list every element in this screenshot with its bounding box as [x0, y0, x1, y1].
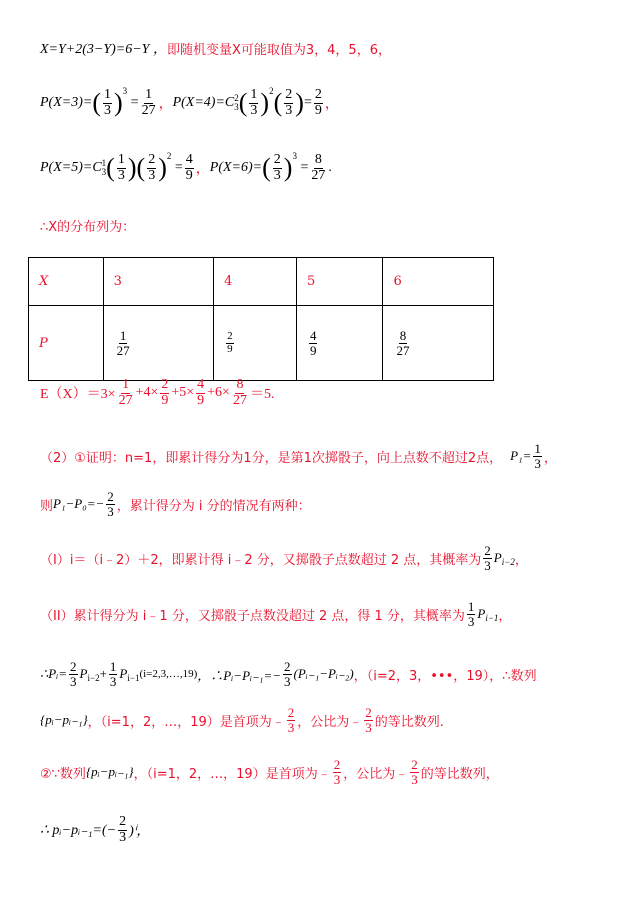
case-one-line: （I）i＝（i﹣2）＋2，即累计得 i﹣2 分，又掷骰子点数超过 2 点，其概率为 $\frac{2}{3}$ P i−2 ， — [40, 543, 528, 573]
table-row-x — [29, 258, 494, 306]
frac-2-9: $\frac{2}{9}$ — [314, 87, 322, 118]
x-values-text: 即随机变量X可能取值为3，4，5，6， — [166, 42, 391, 58]
table-cell: 3 — [103, 258, 213, 306]
table-cell: $\frac{8}{27}$ — [383, 306, 494, 381]
p5-lhs: P(X=5)=C — [40, 160, 102, 176]
part2-intro: （2）①证明：n=1，即累计得分为1分，是第1次掷骰子，向上点数不超过2点， P₁= $\frac{1}{3}$ ， — [40, 441, 557, 471]
line-p3-p4: P(X=3)= ( $\frac{1}{3}$ ) 3 = $\frac{1}{27}$ ， P(X=4)=C 2 3 ( $\frac{1}{3}$ ) 2 ( $\frac{2}{3}$ ) = $\frac{2}{9}$ ， — [40, 86, 339, 118]
line-x-equals — [40, 38, 391, 58]
part2-diff-line: 则 P₁−P₀=− $\frac{2}{3}$ ，累计得分为 i 分的情况有两种： — [40, 489, 311, 519]
table-cell: $\frac{4}{9}$ — [296, 306, 383, 381]
frac-1-27: $\frac{1}{27}$ — [141, 87, 156, 118]
expectation-line: E（X）＝3× $\frac{1}{27}$ +4× $\frac{2}{9}$ +5× $\frac{4}{9}$ +6× $\frac{8}{27}$ ＝5. — [40, 377, 275, 408]
distribution-table — [28, 257, 494, 381]
table-cell: 6 — [383, 258, 494, 306]
distribution-heading: ∴X的分布列为： — [40, 220, 136, 235]
case-two-line: （II）累计得分为 i﹣1 分，又掷骰子点数没超过 2 点，得 1 分，其概率为 $\frac{1}{3}$ P i−1 ， — [40, 599, 512, 629]
table-cell: $\frac{2}{9}$ — [214, 306, 297, 381]
p3-lhs: P(X=3)= — [40, 95, 93, 111]
p6-lhs: P(X=6)= — [209, 160, 263, 176]
final-line: ∴ pᵢ−pᵢ₋₁=(− $\frac{2}{3}$ )ⁱ， — [40, 814, 151, 845]
line-p5-p6: P(X=5)=C 1 3 ( $\frac{1}{3}$ ) ( $\frac{2}{3}$ ) 2 = $\frac{4}{9}$ ， P(X=6)= ( $\frac{2}{3}$ ) 3 = $\frac{8}{27}$ . — [40, 151, 332, 183]
p4-lhs: P(X=4)=C — [172, 95, 235, 111]
table-cell: $\frac{1}{27}$ — [103, 306, 213, 381]
table-header-p: P — [29, 306, 104, 381]
table-row-p — [29, 306, 494, 381]
geometric-line: {pᵢ−pᵢ₋₁} ，（i=1，2，…，19）是首项为﹣ $\frac{2}{3}$ ，公比为﹣ $\frac{2}{3}$ 的等比数列. — [40, 705, 444, 735]
frac-1-3: $\frac{1}{3}$ — [104, 87, 111, 118]
table-cell: 5 — [296, 258, 383, 306]
x-equation: X=Y+2(3−Y)=6−Y ， — [40, 42, 167, 57]
table-header-x: X — [29, 258, 104, 306]
part2-second-line: ②∵数列 {pᵢ−pᵢ₋₁} ，（i=1，2，…，19）是首项为﹣ $\frac{2}{3}$ ，公比为﹣ $\frac{2}{3}$ 的等比数列， — [40, 757, 499, 787]
recurrence-line: ∴Pᵢ= $\frac{2}{3}$ P i−2 + $\frac{1}{3}$ P i−1 (i=2,3,…,19) ，∴Pᵢ−Pᵢ₋₁=− $\frac{2}{3}$ (Pᵢ₋₁−Pᵢ₋₂) ，（i=2，3，•••，19），∴数列 — [40, 659, 537, 689]
table-cell: 4 — [214, 258, 297, 306]
